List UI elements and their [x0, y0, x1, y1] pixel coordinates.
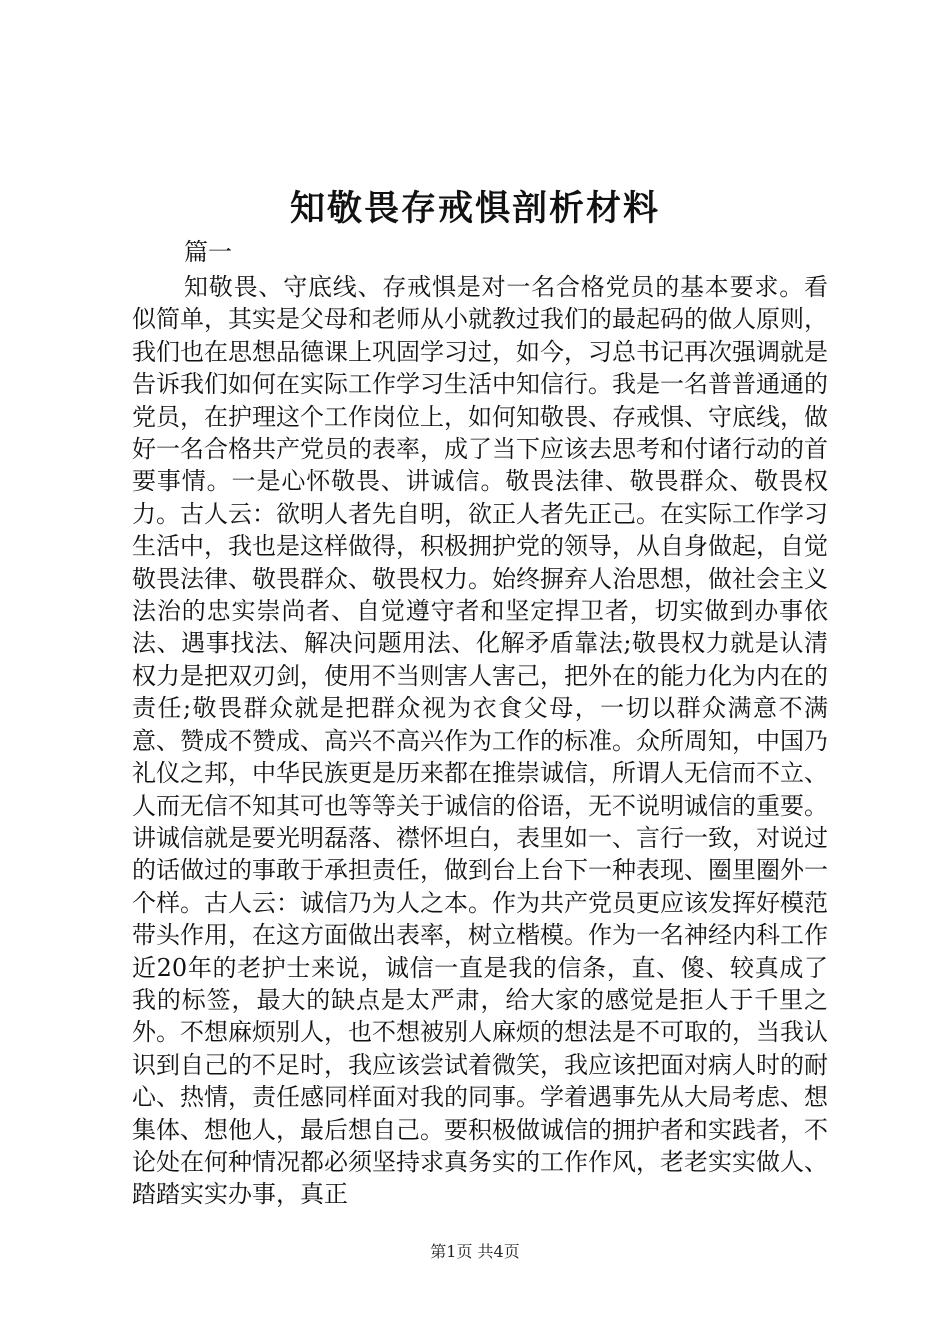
body-paragraph: 知敬畏、守底线、存戒惧是对一名合格党员的基本要求。看似简单，其实是父母和老师从小就教过我们的最起码的做人原则，我们也在思想品德课上巩固学习过，如今，习总书记再次强调就是告诉我们如何在实际工作学习生活中知信行。我是一名普普通通的党员，在护理这个工作岗位上，如何知敬畏、存戒惧、守底线，做好一名合格共产党员的表率，成了当下应该去思考和付诸行动的首要事情。一是心怀敬畏、讲诚信。敬畏法律、敬畏群众、敬畏权力。古人云：欲明人者先自明，欲正人者先正己。在实际工作学习生活中，我也是这样做得，积极拥护党的领导，从自身做起，自觉敬畏法律、敬畏群众、敬畏权力。始终摒弃人治思想，做社会主义法治的忠实崇尚者、自觉遵守者和坚定捍卫者，切实做到办事依法、遇事找法、解决问题用法、化解矛盾靠法;敬畏权力就是认清权力是把双刃剑，使用不当则害人害己，把外在的能力化为内在的责任;敬畏群众就是把群众视为衣食父母，一切以群众满意不满意、赞成不赞成、高兴不高兴作为工作的标准。众所周知，中国乃礼仪之邦，中华民族更是历来都在推崇诚信，所谓人无信而不立、人而无信不知其可也等等关于诚信的俗语，无不说明诚信的重要。讲诚信就是要光明磊落、襟怀坦白，表里如一、言行一致，对说过的话做过的事敢于承担责任，做到台上台下一种表现、圈里圈外一个样。古人云：诚信乃为人之本。作为共产党员更应该发挥好模范带头作用，在这方面做出表率，树立楷模。作为一名神经内科工作近20年的老护士来说，诚信一直是我的信条，直、傻、较真成了我的标签，最大的缺点是太严肃，给大家的感觉是拒人于千里之外。不想麻烦别人，也不想被别人麻烦的想法是不可取的，当我认识到自己的不足时，我应该尝试着微笑，我应该把面对病人时的耐心、热情，责任感同样面对我的同事。学着遇事先从大局考虑、想集体、想他人，最后想自己。要积极做诚信的拥护者和实践者，不论处在何种情况都必须坚持求真务实的工作作风，老老实实做人、踏踏实实办事，真正 — [132, 273, 828, 1209]
document-title: 知敬畏存戒惧剖析材料 — [289, 188, 660, 229]
section-label: 篇一 — [184, 238, 232, 266]
page-indicator: 第1页 共4页 — [430, 1242, 520, 1261]
